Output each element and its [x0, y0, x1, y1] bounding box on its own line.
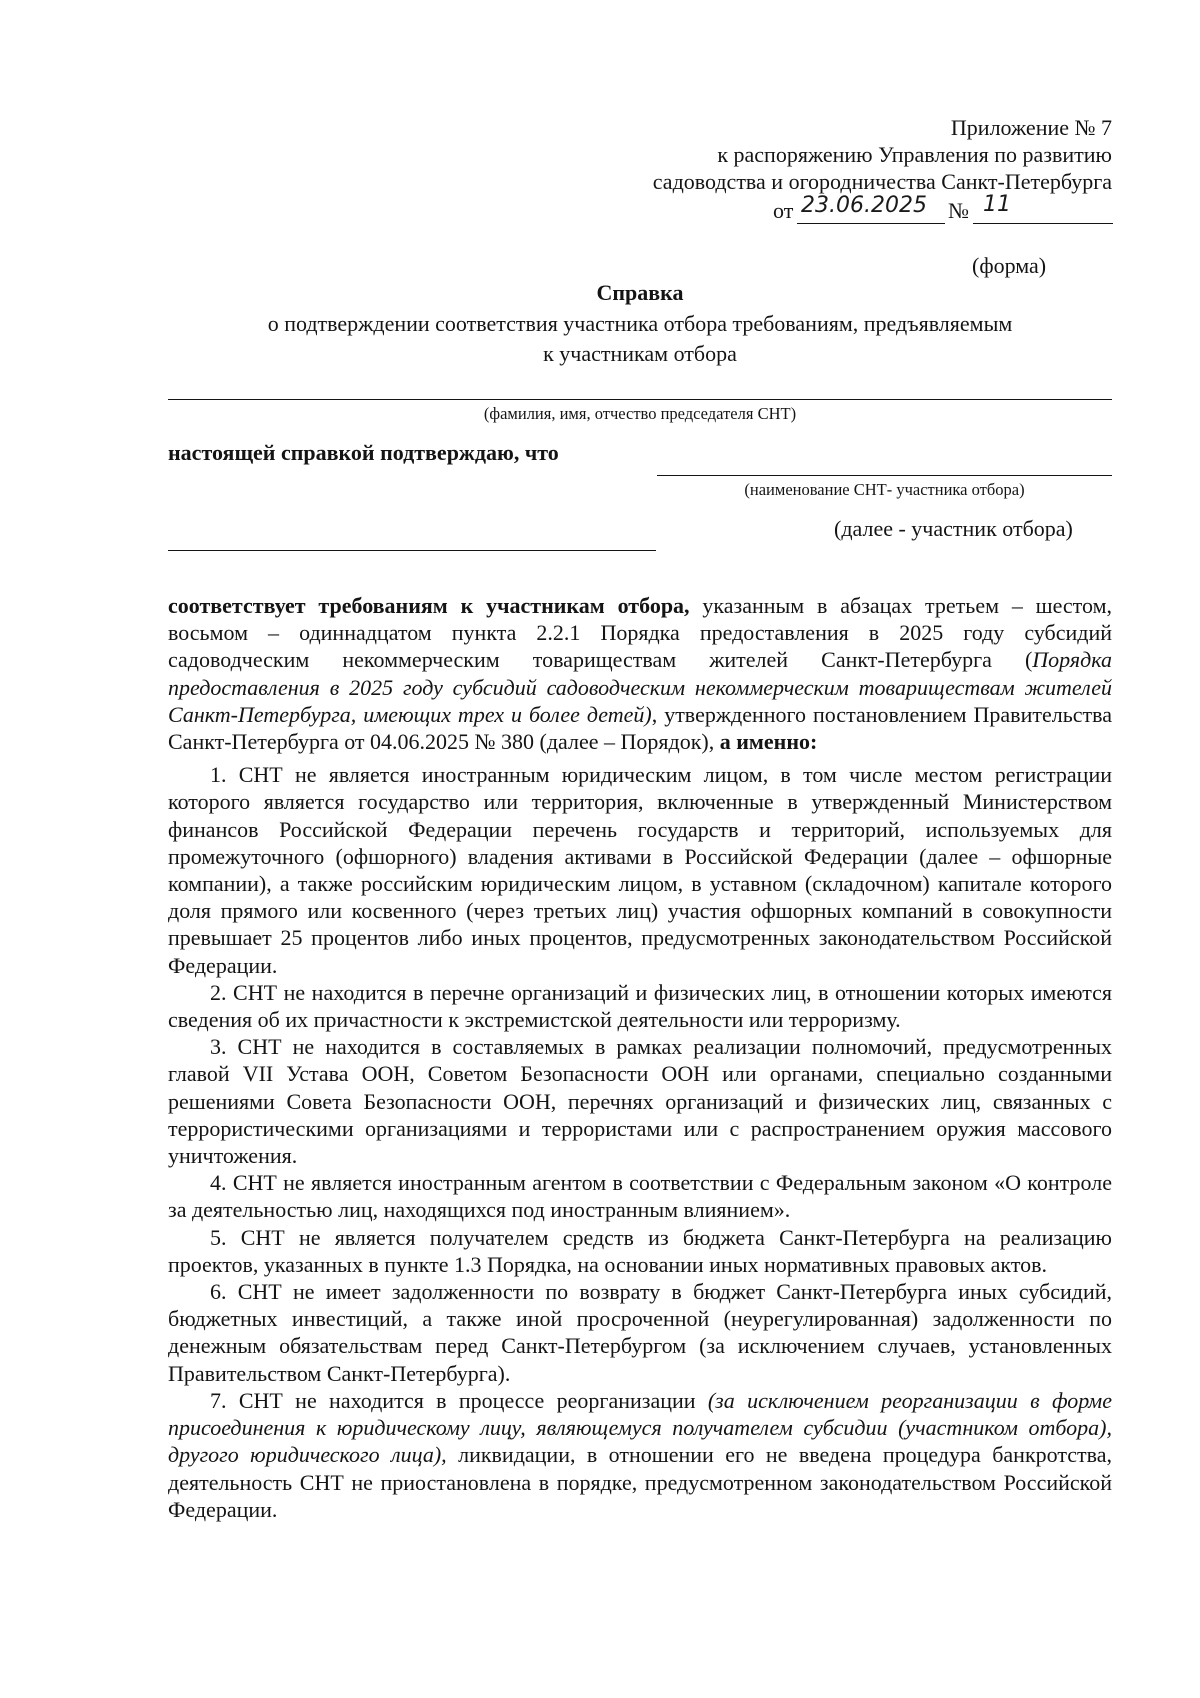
appendix-header [560, 114, 1112, 195]
document-subtitle [168, 309, 1112, 369]
handwritten-number: 11 [983, 192, 1011, 217]
number-prefix: № [948, 198, 969, 223]
appendix-number: Приложение № 7 [950, 115, 1112, 140]
intro-part-2: , утвержденного постановлением Правительства Санкт-Петербурга от 04.06.2025 № 380 (далее – Порядок), [168, 701, 1112, 755]
intro-part-1: указанным в абзацах третьем – шестом, восьмом – одиннадцатом пункта 2.2.1 Порядка предоставления в 2025 году субсидий садоводческим некоммерческим товариществам жителей Санкт-Петербурга ( [168, 593, 1113, 673]
requirement-item-6: 6. СНТ не имеет задолженности по возврату в бюджет Санкт-Петербурга иных субсидий, бюджетных инвестиций, а также иной просроченной (неурегулированная) задолженности по денежным обязательствам перед Санкт-Петербургом (за исключением случаев, установленных Правительством Санкт-Петербурга). [168, 1279, 1112, 1386]
snt-name-caption: (наименование СНТ- участника отбора) [744, 480, 1025, 499]
hereinafter-label: (далее - участник отбора) [834, 516, 1073, 541]
chairman-name-field-line [168, 399, 1112, 400]
date-prefix: от [773, 198, 794, 223]
number-underline [973, 223, 1113, 224]
snt-name-continuation-line [168, 550, 656, 551]
handwritten-date: 23.06.2025 [801, 193, 927, 218]
requirement-item-1: 1. СНТ не является иностранным юридическим лицом, в том числе местом регистрации которого является государство или территория, включенные в утвержденный Министерством финансов Российской Федерации перечень государств и территорий, используемых для промежуточного (офшорного) владения активами в Российской Федерации (далее – офшорные компании), а также российским юридическим лицом, в уставном (складочном) капитале которого доля прямого или косвенного (через третьих лиц) участия офшорных компаний в совокупности превышает 25 процентов либо иных процентов, предусмотренных законодательством Российской Федерации. [168, 762, 1112, 978]
intro-bold-start: соответствует требованиям к участникам отбора, [168, 593, 690, 618]
requirement-item-4: 4. СНТ не является иностранным агентом в соответствии с Федеральным законом «О контроле за деятельностью лиц, находящихся под иностранным влиянием». [168, 1170, 1112, 1223]
item-7-start: 7. СНТ не находится в процессе реорганизации [210, 1387, 708, 1413]
item-7-italic: (за исключением реорганизации в форме присоединения к юридическому лицу, являющемуся получателем субсидии (участником отбора), другого юридического лица), [168, 1387, 1112, 1468]
requirement-item-2: 2. СНТ не находится в перечне организаций и физических лиц, в отношении которых имеются сведения об их причастности к экстремистской деятельности или терроризму. [168, 979, 1112, 1033]
intro-italic: Порядка предоставления в 2025 году субсидий садоводческим некоммерческим товариществам жителей Санкт-Петербурга, имеющих трех и более детей) [168, 647, 1112, 727]
intro-paragraph [168, 592, 1112, 755]
appendix-department-line: садоводства и огородничества Санкт-Петербурга [652, 169, 1112, 194]
date-underline [797, 223, 945, 224]
appendix-order-line: к распоряжению Управления по развитию [717, 142, 1112, 167]
requirement-item-5: 5. СНТ не является получателем средств из бюджета Санкт-Петербурга на реализацию проектов, указанных в пункте 1.3 Порядка, на основании иных нормативных правовых актов. [168, 1224, 1112, 1277]
document-title: Справка [596, 280, 684, 305]
subtitle-line-2: к участникам отбора [543, 341, 737, 366]
form-label: (форма) [972, 253, 1047, 278]
requirement-item-3: 3. СНТ не находится в составляемых в рамках реализации полномочий, предусмотренных главой VII Устава ООН, Советом Безопасности ООН или органами, специально созданными решениями Совета Безопасности ООН, перечнях организаций и физических лиц, связанных с террористическими организациями и террористами или с распространением оружия массового уничтожения. [168, 1034, 1112, 1169]
requirement-item-7 [168, 1387, 1112, 1523]
snt-name-field-line [657, 475, 1112, 476]
subtitle-line-1: о подтверждении соответствия участника отбора требованиям, предъявляемым [267, 311, 1013, 336]
intro-bold-end: а именно: [719, 729, 818, 755]
chairman-name-caption: (фамилия, имя, отчество председателя СНТ) [483, 404, 797, 423]
confirm-text: настоящей справкой подтверждаю, что [168, 440, 559, 465]
date-number-line [773, 192, 1113, 227]
item-7-end: ликвидации, в отношении его не введена процедура банкротства, деятельность СНТ не приостановлена в порядке, предусмотренном законодательством Российской Федерации. [168, 1442, 1112, 1522]
certificate-body [168, 592, 1112, 1523]
